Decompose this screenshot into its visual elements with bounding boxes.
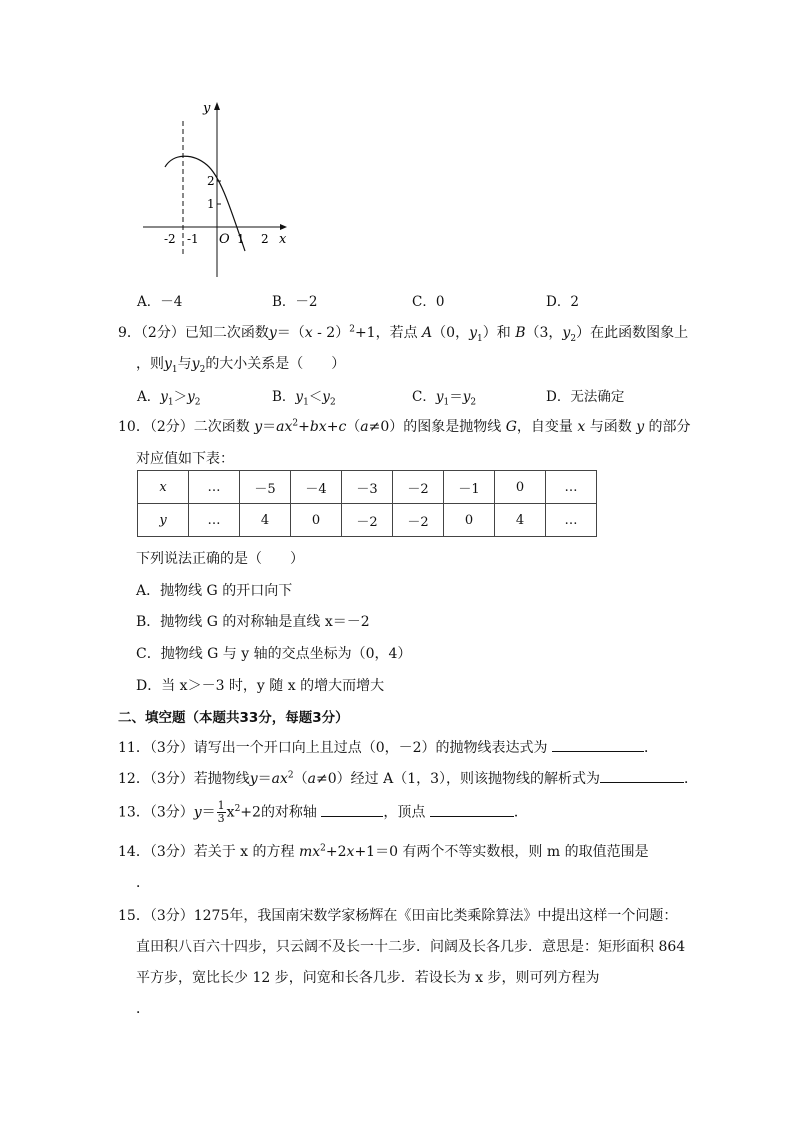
x-tick-label: 2 — [261, 232, 269, 246]
answer-blank — [430, 802, 514, 817]
q9-stem: 9．（2分）已知二次函数y＝（x - 2）$^2$+1，若点 A（0，$y_1$）和 B（3，$y_2$）在此函数图象上 — [118, 324, 689, 344]
q10-stem: 10．（2分）二次函数 $y=ax^2+bx+c(a\ne 0)$的图象是抛物线 G，自变量 x 与函数 y 的部分 — [118, 418, 691, 435]
answer-blank — [321, 802, 383, 817]
y-tick-label: 2 — [207, 174, 215, 188]
q8-option-b: B．－2 — [272, 294, 318, 310]
table-cell: … — [546, 504, 597, 537]
table-cell: －2 — [342, 504, 393, 537]
table-cell: －4 — [291, 471, 342, 504]
y-axis-label: y — [203, 101, 211, 116]
table-cell: y — [138, 504, 189, 537]
q10-prompt: 下列说法正确的是（ ） — [136, 551, 304, 567]
answer-blank — [552, 737, 644, 752]
value-table — [137, 470, 597, 537]
table-cell: －2 — [393, 471, 444, 504]
q15-line2: 直田积八百六十四步，只云阔不及长一十二步．问阔及长各几步．意思是：矩形面积 864 — [136, 939, 686, 955]
x-axis-label: x — [279, 232, 287, 247]
q10-option-d: D．当 x＞－3 时，y 随 x 的增大而增大 — [136, 678, 385, 694]
q14: 14．（3分）若关于 x 的方程 $mx^2+2x+1=0$ 有两个不等实数根，则 m 的取值范围是 — [118, 843, 649, 860]
table-cell: … — [189, 504, 240, 537]
table-cell: 0 — [444, 504, 495, 537]
q10-option-b: B．抛物线 G 的对称轴是直线 x＝－2 — [136, 614, 370, 630]
table-cell: … — [546, 471, 597, 504]
q15-end: ． — [136, 1001, 150, 1017]
table-cell: 0 — [291, 504, 342, 537]
table-row — [138, 471, 597, 504]
q9-option-d: D．无法确定 — [546, 389, 625, 405]
table-cell: －3 — [342, 471, 393, 504]
x-tick-label: -1 — [187, 232, 199, 246]
q15-line3: 平方步，宽比长少 12 步，问宽和长各几步．若设长为 x 步，则可列方程为 — [136, 970, 600, 986]
q9-option-b: B．$y_1<y_2$ — [272, 389, 336, 408]
table-cell: 0 — [495, 471, 546, 504]
origin-label: O — [219, 232, 230, 247]
q13: 13．（3分）y＝ $\frac{1}{3}$ $x^2+2$的对称轴 ，顶点 ． — [118, 799, 528, 825]
table-cell: x — [138, 471, 189, 504]
parabola-graph — [135, 95, 295, 285]
table-row — [138, 504, 597, 537]
table-cell: －2 — [393, 504, 444, 537]
x-axis-arrow — [280, 224, 287, 230]
answer-blank — [600, 768, 684, 783]
table-cell: 4 — [495, 504, 546, 537]
table-cell: －5 — [240, 471, 291, 504]
q14-end: ． — [136, 875, 150, 891]
y-tick-label: 1 — [207, 197, 215, 211]
x-tick-label: -2 — [164, 232, 176, 246]
q10-option-c: C．抛物线 G 与 y 轴的交点坐标为（0，4） — [136, 646, 412, 662]
q12: 12．（3分）若抛物线$y=ax^2(a\ne 0)$经过 A（1，3），则该抛物线的解析式为 ． — [118, 768, 698, 788]
q9-option-a: A．$y_1>y_2$ — [137, 389, 201, 408]
q10-stem-line2: 对应值如下表： — [136, 451, 234, 467]
table-cell: 4 — [240, 504, 291, 537]
q9-stem-line2: ，则$y_1$与$y_2$的大小关系是（ ） — [136, 356, 346, 375]
table-cell: －1 — [444, 471, 495, 504]
q8-option-a: A．－4 — [137, 294, 183, 310]
q8-option-c: C．0 — [412, 294, 445, 310]
q8-option-d: D．2 — [546, 294, 579, 310]
y-axis-arrow — [214, 102, 220, 110]
x-tick-label: 1 — [237, 232, 245, 246]
q15-line1: 15．（3分）1275年，我国南宋数学家杨辉在《田亩比类乘除算法》中提出这样一个问题： — [118, 908, 678, 924]
parabola-curve — [165, 156, 245, 251]
q10-option-a: A．抛物线 G 的开口向下 — [136, 583, 293, 599]
table-cell: … — [189, 471, 240, 504]
section-heading: 二、填空题（本题共33分，每题3分） — [118, 710, 349, 726]
q11: 11．（3分）请写出一个开口向上且过点（0，－2）的抛物线表达式为 ． — [118, 737, 658, 757]
q9-option-c: C．$y_1=y_2$ — [412, 389, 477, 408]
